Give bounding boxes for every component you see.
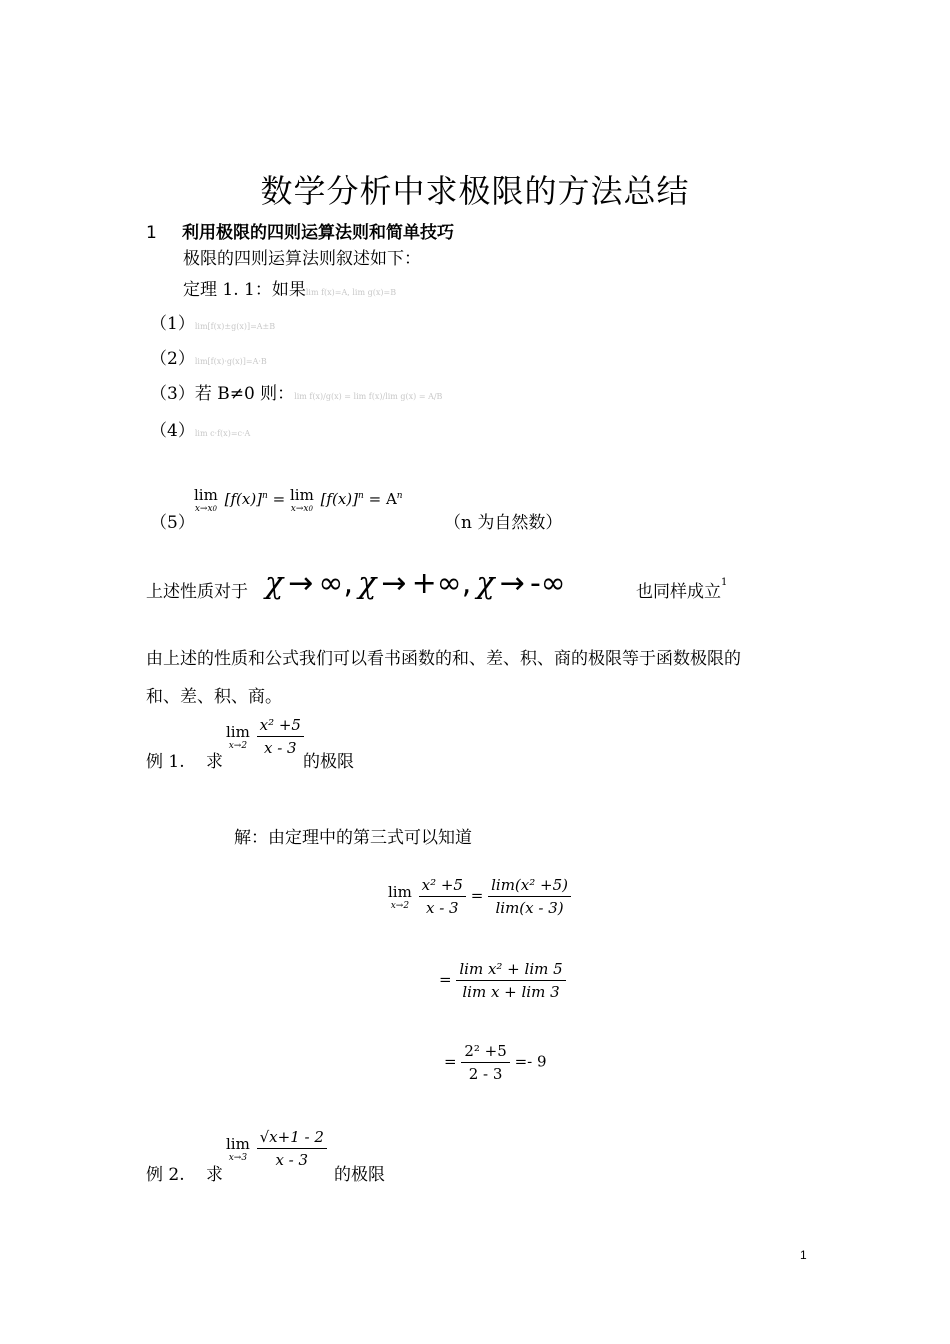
property-prefix: 上述性质对于 — [146, 582, 248, 602]
item-3-label: （3）若 B≠0 则： — [150, 384, 295, 404]
paragraph-line-1: 由上述的性质和公式我们可以看书函数的和、差、积、商的极限等于函数极限的 — [146, 649, 741, 669]
solution-step-1: lim x→2 $\frac{\text{x² +5}}{x - 3}$ = $\frac{\text{lim(x² +5)}}{\lim(x - 3)}$ — [388, 876, 571, 917]
example-2-label: 例 2. — [146, 1165, 185, 1185]
item-3-formula: lim f(x)/g(x) = lim f(x)/lim g(x) = A/B — [294, 392, 443, 401]
item-2-formula: lim[f(x)·g(x)]=A·B — [194, 357, 267, 366]
page-number: 1 — [800, 1248, 807, 1262]
example-1-label: 例 1. — [146, 752, 185, 772]
section-heading — [146, 218, 454, 243]
item-4-formula: lim c·f(x)=c·A — [194, 429, 251, 438]
item-5-formula: lim x→x0 $[f(x)]^n$ = lim x→x0 $[f(x)]^n = A^n$ — [194, 486, 403, 514]
solution-step-2: = $\frac{\text{lim x² + lim 5}}{\text{lim x + lim 3}}$ — [439, 960, 566, 1001]
example-1-suffix: 的极限 — [303, 752, 354, 772]
section-number: 1 — [146, 223, 157, 243]
intro-text: 极限的四则运算法则叙述如下： — [183, 249, 421, 269]
section-title: 利用极限的四则运算法则和简单技巧 — [182, 223, 454, 243]
paragraph-line-2: 和、差、积、商。 — [146, 687, 282, 707]
item-1-formula: lim[f(x)±g(x)]=A±B — [194, 322, 276, 331]
example-1-formula: lim x→2 $\frac{\text{x² +5}}{x - 3}$ — [226, 716, 304, 757]
limit-operator: lim x→x0 — [194, 486, 218, 514]
property-suffix: 也同样成立$^1$ — [636, 577, 728, 602]
item-5-label: （5） — [150, 513, 195, 533]
item-2-label: （2） — [150, 349, 195, 369]
theorem-formula: lim f(x)=A, lim g(x)=B — [305, 288, 397, 297]
example-1-solution: 解：由定理中的第三式可以知道 — [234, 828, 472, 848]
document-title: 数学分析中求极限的方法总结 — [260, 172, 690, 210]
example-1-verb: 求 — [206, 752, 223, 772]
property-formula: χ → ∞, χ → +∞, χ → -∞ — [265, 566, 566, 601]
item-4-label: （4） — [150, 421, 195, 441]
item-2 — [150, 344, 267, 369]
item-5-note: （n 为自然数） — [444, 513, 563, 533]
example-2-formula: lim x→3 $\frac{√x+1 - 2}{x - 3}$ — [226, 1128, 327, 1169]
footnote-marker: 1 — [721, 577, 728, 588]
example-2-suffix: 的极限 — [334, 1165, 385, 1185]
item-4 — [150, 416, 250, 441]
item-1-label: （1） — [150, 314, 195, 334]
theorem-label: 定理 1. 1：如果 — [183, 280, 306, 300]
theorem-line — [183, 275, 396, 300]
item-3 — [150, 379, 442, 404]
item-1 — [150, 309, 275, 334]
solution-step-3: = $\frac{\text{2² +5}}{2 - 3}$ =- 9 — [444, 1042, 547, 1083]
example-2-verb: 求 — [206, 1165, 223, 1185]
